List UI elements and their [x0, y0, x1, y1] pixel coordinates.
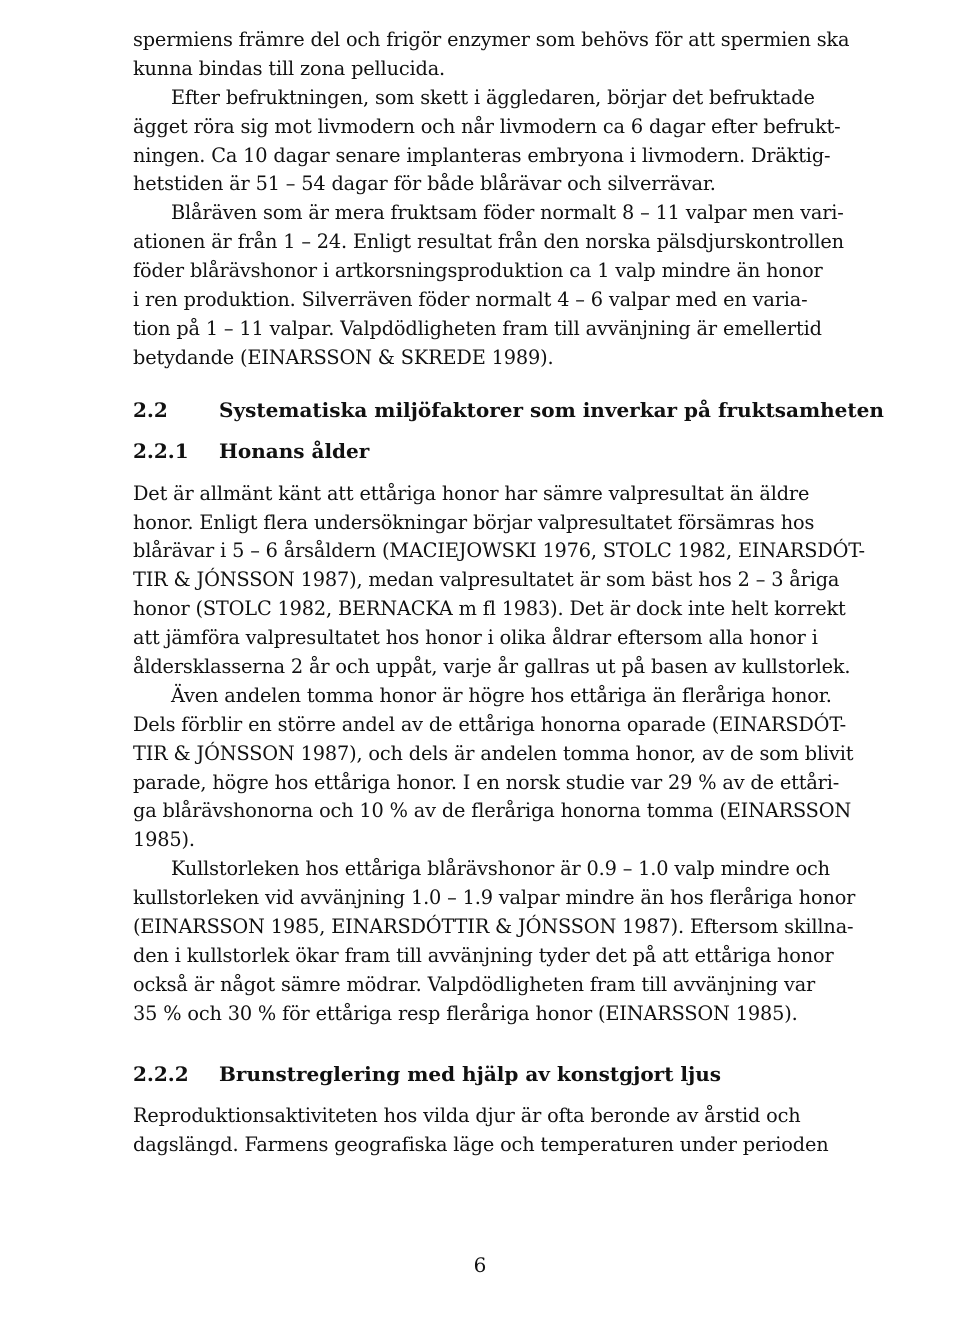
body-line: också är något sämre mödrar. Valpdödligheten fram till avvänjning var	[133, 972, 816, 996]
body-line: att jämföra valpresultatet hos honor i olika åldrar eftersom alla honor i	[133, 626, 818, 650]
body-line: blårävar i 5 – 6 årsåldern (MACIEJOWSKI 1976, STOLC 1982, EINARSDÓT-	[133, 539, 865, 563]
section-title: Systematiska miljöfaktorer som inverkar på fruktsamheten	[219, 397, 884, 422]
body-line: kullstorleken vid avvänjning 1.0 – 1.9 valpar mindre än hos fleråriga honor	[133, 886, 856, 910]
section-title: Brunstreglering med hjälp av konstgjort ljus	[219, 1061, 722, 1086]
body-line: kunna bindas till zona pellucida.	[133, 56, 446, 80]
body-line: ationen är från 1 – 24. Enligt resultat från den norska pälsdjurskontrollen	[133, 230, 844, 254]
body-line: ägget röra sig mot livmodern och når livmodern ca 6 dagar efter befrukt-	[133, 114, 841, 138]
section-number: 2.2	[133, 397, 168, 422]
body-line: ga blårävshonorna och 10 % av de fleråriga honorna tomma (EINARSSON	[133, 799, 852, 823]
body-line: honor (STOLC 1982, BERNACKA m fl 1983). Det är dock inte helt korrekt	[133, 597, 846, 621]
body-line: Blåräven som är mera fruktsam föder normalt 8 – 11 valpar men vari-	[171, 201, 844, 225]
body-line: Efter befruktningen, som skett i äggledaren, börjar det befruktade	[171, 85, 815, 109]
body-line: ningen. Ca 10 dagar senare implanteras embryona i livmodern. Dräktig-	[133, 143, 831, 167]
section-number: 2.2.2	[133, 1061, 189, 1086]
body-line: TIR & JÓNSSON 1987), och dels är andelen tomma honor, av de som blivit	[133, 741, 854, 765]
body-line: dagslängd. Farmens geografiska läge och temperaturen under perioden	[133, 1132, 829, 1156]
body-line: parade, högre hos ettåriga honor. I en norsk studie var 29 % av de ettåri-	[133, 770, 840, 794]
body-line: Reproduktionsaktiviteten hos vilda djur är ofta beronde av årstid och	[133, 1103, 801, 1127]
body-line: spermiens främre del och frigör enzymer som behövs för att spermien ska	[133, 28, 850, 51]
body-line: tion på 1 – 11 valpar. Valpdödligheten fram till avvänjning är emellertid	[133, 316, 822, 340]
body-line: honor. Enligt flera undersökningar börjar valpresultatet försämras hos	[133, 510, 815, 534]
body-line: TIR & JÓNSSON 1987), medan valpresultatet är som bäst hos 2 – 3 åriga	[133, 568, 840, 592]
body-line: den i kullstorlek ökar fram till avvänjning tyder det på att ettåriga honor	[133, 943, 834, 967]
page-number: 6	[473, 1253, 487, 1277]
section-title: Honans ålder	[219, 438, 370, 463]
body-line: betydande (EINARSSON & SKREDE 1989).	[133, 345, 554, 369]
body-line: (EINARSSON 1985, EINARSDÓTTIR & JÓNSSON 1987). Eftersom skillna-	[133, 915, 854, 939]
body-line: Kullstorleken hos ettåriga blårävshonor är 0.9 – 1.0 valp mindre och	[171, 857, 830, 881]
body-line: åldersklasserna 2 år och uppåt, varje år gallras ut på basen av kullstorlek.	[133, 655, 851, 679]
section-heading-2-2-2	[133, 1059, 913, 1089]
body-line: Även andelen tomma honor är högre hos ettåriga än fleråriga honor.	[171, 683, 832, 707]
body-line: hetstiden är 51 – 54 dagar för både blårävar och silverrävar.	[133, 172, 716, 196]
body-line: 1985).	[133, 828, 195, 852]
section-number: 2.2.1	[133, 438, 189, 463]
body-line: i ren produktion. Silverräven föder normalt 4 – 6 valpar med en varia-	[133, 288, 808, 312]
section-heading-2-2	[133, 395, 913, 425]
text-body	[133, 26, 913, 1159]
body-line: Dels förblir en större andel av de ettåriga honorna oparade (EINARSDÓT-	[133, 712, 846, 736]
body-line: Det är allmänt känt att ettåriga honor har sämre valpresultat än äldre	[133, 481, 810, 505]
section-heading-2-2-1	[133, 436, 913, 466]
body-line: 35 % och 30 % för ettåriga resp fleråriga honor (EINARSSON 1985).	[133, 1001, 798, 1025]
body-line: föder blårävshonor i artkorsningsproduktion ca 1 valp mindre än honor	[133, 259, 823, 283]
